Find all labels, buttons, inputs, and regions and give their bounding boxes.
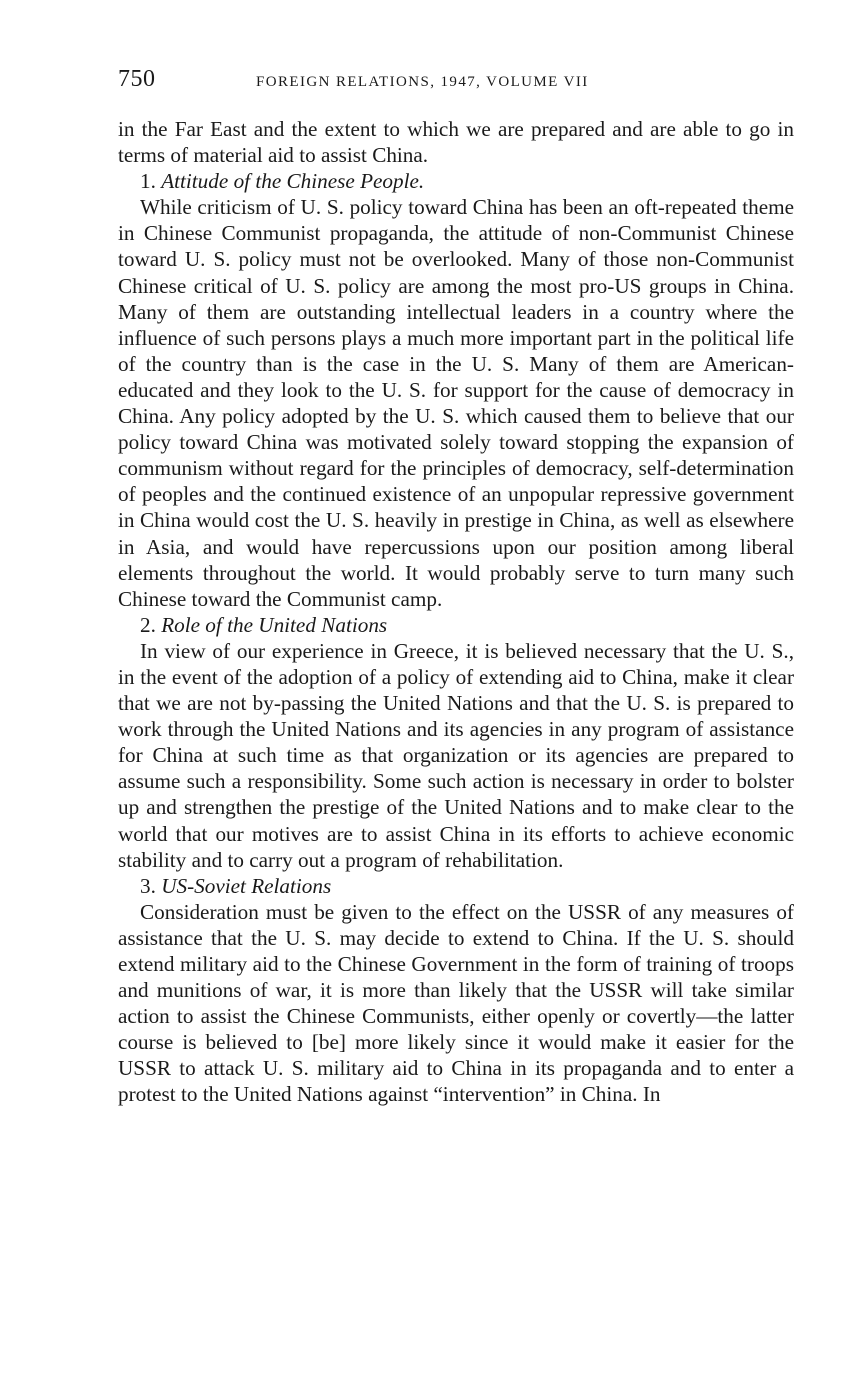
paragraph: In view of our experience in Greece, it is believed necessary that the U. S., in the event of the adoption of a policy of extending aid to China, make it clear that we are not by-passing the United Nations and that the U. S. is prepared to work through the United Nations and its agencies in any program of assistance for China at such time as that organization or its agencies are prepared to assume such a responsibility. Some such action is necessary in order to bolster up and strengthen the prestige of the United Nations and to make clear to the world that our motives are to assist China in its efforts to achieve economic stability and to carry out a program of rehabilitation. — [118, 638, 794, 872]
section-number: 3. — [140, 873, 156, 898]
section-heading-2 — [118, 612, 794, 638]
section-number: 1. — [140, 169, 156, 194]
running-head-title: FOREIGN RELATIONS, 1947, VOLUME VII — [256, 74, 589, 90]
section-heading-3 — [118, 873, 794, 899]
section-title: US-Soviet Relations — [161, 873, 332, 898]
body-text — [118, 116, 794, 1108]
section-title: Role of the United Nations — [161, 612, 388, 637]
running-head — [118, 66, 794, 102]
paragraph-continued: in the Far East and the extent to which we are prepared and are able to go in terms of material aid to assist China. — [118, 117, 794, 168]
page-number: 750 — [118, 66, 156, 92]
paragraph: While criticism of U. S. policy toward China has been an oft-repeated theme in Chinese Communist propaganda, the attitude of non-Communist Chinese toward U. S. policy must not be overlooked. Many of those non-Communist Chinese critical of U. S. policy are among the most pro-US groups in China. Many of them are outstanding intellectual leaders in a country where the influence of such persons plays a much more important part in the political life of the country than is the case in the U. S. Many of them are American-educated and they look to the U. S. for support for the cause of democracy in China. Any policy adopted by the U. S. which caused them to believe that our policy toward China was motivated solely toward stopping the expansion of communism without regard for the principles of democracy, self-determination of peoples and the continued existence of an unpopular repressive government in China would cost the U. S. heavily in prestige in China, as well as elsewhere in Asia, and would have repercussions upon our position among liberal elements throughout the world. It would probably serve to turn many such Chinese toward the Communist camp. — [118, 195, 794, 611]
section-heading-1 — [118, 168, 794, 194]
document-page — [118, 66, 794, 1108]
paragraph: Consideration must be given to the effect on the USSR of any measures of assistance that the U. S. may decide to extend to China. If the U. S. should extend military aid to the Chinese Government in the form of training of troops and munitions of war, it is more than likely that the USSR will take similar action to assist the Chinese Communists, either openly or covertly—the latter course is believed to [be] more likely since it would make it easier for the USSR to attack U. S. military aid to China in its propaganda and to enter a protest to the United Nations against “intervention” in China. In — [118, 899, 794, 1107]
section-title: Attitude of the Chinese People. — [161, 169, 425, 194]
section-number: 2. — [140, 612, 156, 637]
